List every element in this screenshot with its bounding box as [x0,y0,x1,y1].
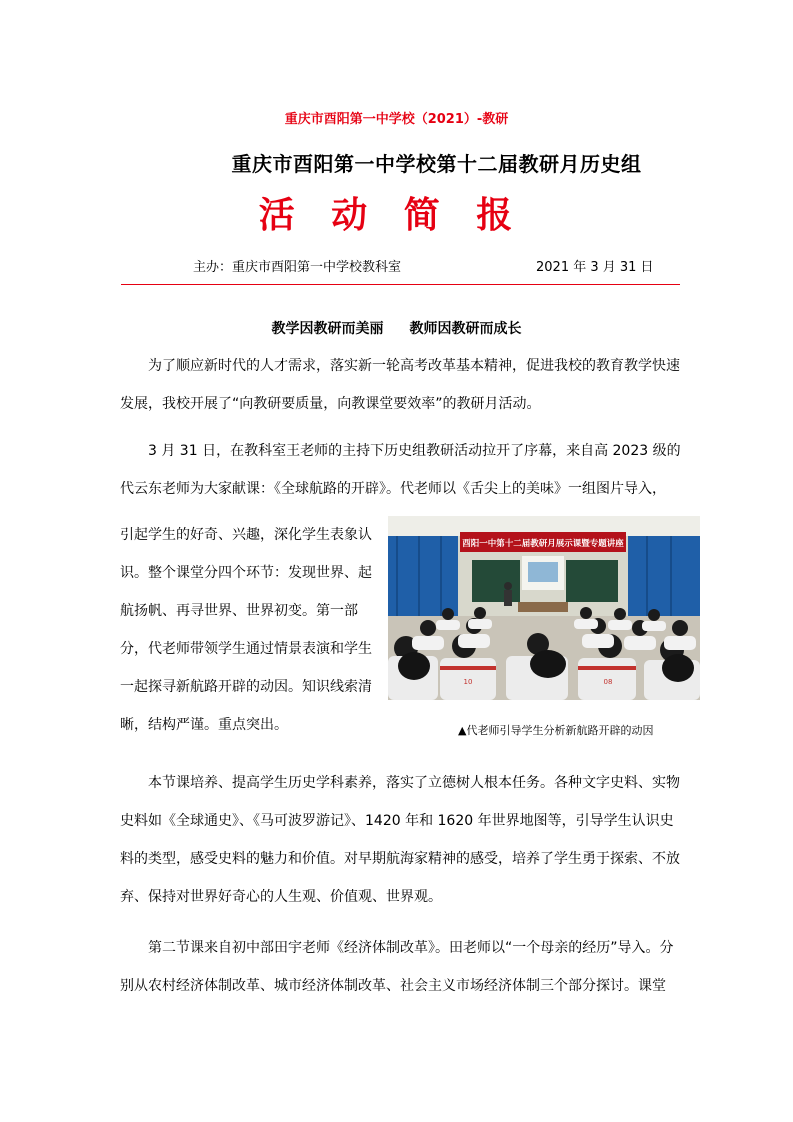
report-date: 2021 年 3 月 31 日 [536,260,654,275]
header-divider [121,284,680,285]
paragraph-3: 本节课培养、提高学生历史学科素养，落实了立德树人根本任务。各种文字史料、实物史料如《全球通史》、《马可波罗游记》、1420 年和 1620 年世界地图等，引导学生认识史料的类型，感受史料的魅力和价值。对早期航海家精神的感受，培养了学生勇于探索、不放弃、保持对世界好奇心的人生观、价值观、世界观。 [120,775,680,905]
report-headline: 重庆市酉阳第一中学校第十二届教研月历史组 [231,152,642,176]
sponsor-line: 主办：重庆市酉阳第一中学校教科室 [193,260,402,275]
paragraph-2-continued: 引起学生的好奇、兴趣，深化学生表象认识。整个课堂分四个环节：发现世界、起航扬帆、再寻世界、世界初变。第一部分，代老师带领学生通过情景表演和学生一起探寻新航路开辟的动因。知识线索清晰，结构严谨。重点突出。 [120,527,372,733]
motto [0,318,793,338]
photo-caption: ▲代老师引导学生分析新航路开辟的动因 [458,724,654,737]
classroom-photo [388,516,700,700]
report-title: 活 动 简 报 [258,195,525,236]
seat-label-1: 10 [463,678,473,686]
paragraph-2: 3 月 31 日，在教科室王老师的主持下历史组教研活动拉开了序幕，来自高 2023 级的代云东老师为大家献课：《全球航路的开辟》。代老师以《舌尖上的美味》一组图片导入， [120,443,681,497]
photo-banner-text: 酉阳一中第十二届教研月展示课暨专题讲座 [462,539,624,549]
motto-right: 教师因教研而成长 [409,321,522,337]
paragraph-1: 为了顺应新时代的人才需求，落实新一轮高考改革基本精神，促进我校的教育教学快速发展，我校开展了“向教研要质量，向教课堂要效率”的教研月活动。 [120,358,680,412]
school-tag: 重庆市酉阳第一中学校（2021）-教研 [284,112,509,127]
motto-left: 教学因教研而美丽 [271,321,384,337]
seat-label-2: 08 [603,678,613,686]
paragraph-4: 第二节课来自初中部田宇老师《经济体制改革》。田老师以“一个母亲的经历”导入。分别从农村经济体制改革、城市经济体制改革、社会主义市场经济体制三个部分探讨。课堂 [120,940,674,994]
